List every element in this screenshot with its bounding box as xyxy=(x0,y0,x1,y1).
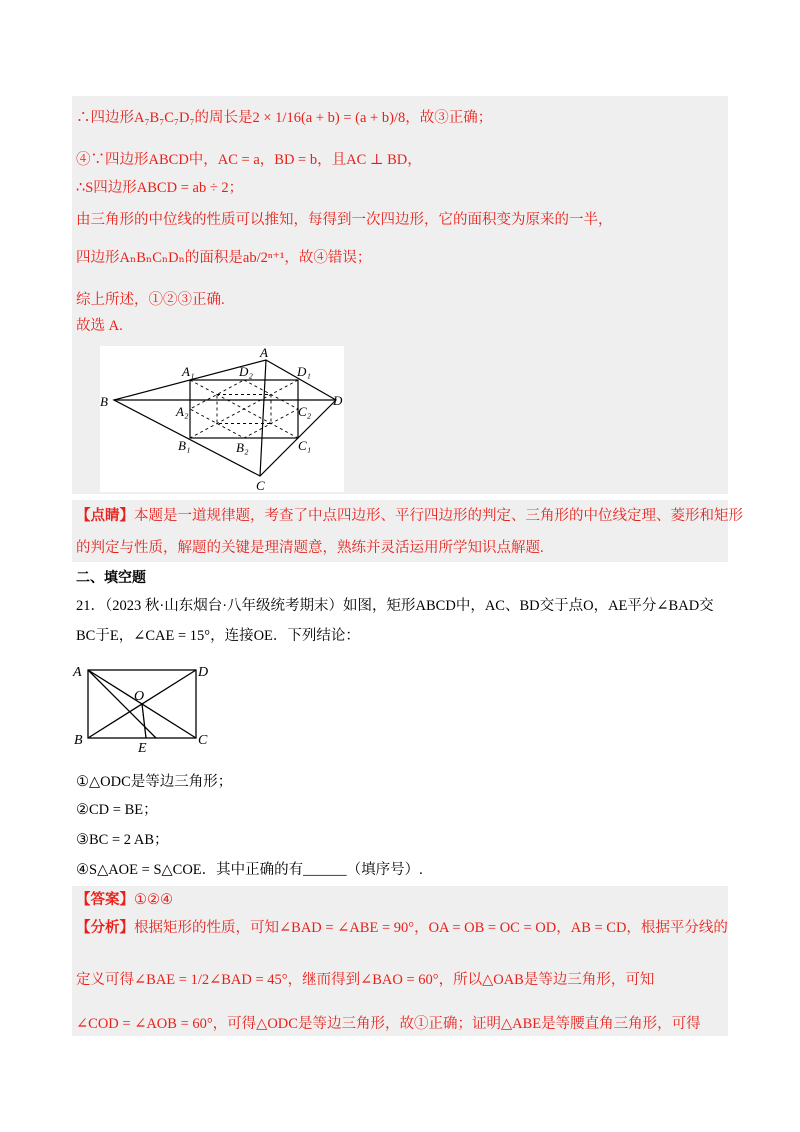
answer-line xyxy=(76,890,173,910)
conclusion-4: ④S△AOE = S△COE．其中正确的有______（填序号）. xyxy=(76,862,423,878)
quadrilateral-svg xyxy=(100,346,344,492)
solution-line-2: ④∵四边形ABCD中，AC = a，BD = b，且AC ⊥ BD， xyxy=(76,152,422,168)
fig1-label-a1: A₁ xyxy=(182,364,195,379)
solution-line-3: ∴S四边形ABCD = ab ÷ 2； xyxy=(76,180,244,196)
question-line-2: BC于E，∠CAE = 15°，连接OE．下列结论： xyxy=(76,628,360,644)
fig1-label-b2: B₂ xyxy=(236,440,249,455)
solution-line-6: 综上所述，①②③正确. xyxy=(76,292,225,308)
fig1-label-a: A xyxy=(260,346,268,360)
solution-line-4: 由三角形的中位线的性质可以推知，每得到一次四边形，它的面积变为原来的一半， xyxy=(76,212,613,228)
fig1-label-a2: A₂ xyxy=(176,404,189,419)
comment-tag: 【点睛】 xyxy=(76,508,134,524)
comment-line-2: 的判定与性质，解题的关键是理清题意，熟练并灵活运用所学知识点解题. xyxy=(76,540,544,556)
fig1-label-b: B xyxy=(100,394,108,409)
conclusion-1: ①△ODC是等边三角形； xyxy=(76,774,233,790)
comment-text-1: 本题是一道规律题，考查了中点四边形、平行四边形的判定、三角形的中位线定理、菱形和矩形 xyxy=(134,508,743,524)
fig1-label-c: C xyxy=(256,478,265,492)
fig1-label-c2: C₂ xyxy=(298,404,312,419)
fig1-label-c1: C₁ xyxy=(298,438,312,453)
fig2-label-e: E xyxy=(138,741,147,756)
quadrilateral-figure xyxy=(100,346,344,492)
analysis-text-1: 根据矩形的性质，可知∠BAD = ∠ABE = 90°，OA = OB = OC = OD，AB = CD，根据平分线的 xyxy=(134,920,728,936)
answer-tag: 【答案】 xyxy=(76,892,134,908)
answer-text: ①②④ xyxy=(134,892,173,908)
question-line-1: 21．（2023 秋·山东烟台·八年级统考期末）如图，矩形ABCD中，AC、BD交于点O，AE平分∠BAD交 xyxy=(76,598,714,614)
solution-line-5: 四边形AₙBₙCₙDₙ的面积是ab/2ⁿ⁺¹，故④错误； xyxy=(76,250,372,266)
analysis-tag: 【分析】 xyxy=(76,920,134,936)
rectangle-svg xyxy=(70,660,220,756)
conclusion-2: ②CD = BE； xyxy=(76,802,158,818)
analysis-line-2: 定义可得∠BAE = 1/2∠BAD = 45°，继而得到∠BAO = 60°，所以△OAB是等边三角形，可知 xyxy=(76,972,655,988)
fig1-label-d1: D₁ xyxy=(297,364,311,379)
fig2-label-b: B xyxy=(74,733,83,748)
fig2-label-o: O xyxy=(134,689,145,704)
analysis-line-3: ∠COD = ∠AOB = 60°，可得△ODC是等边三角形，故①正确；证明△ABE是等腰直角三角形，可得 xyxy=(76,1016,701,1032)
solution-line-1: ∴四边形A₇B₇C₇D₇的周长是2 × 1/16(a + b) = (a + b)/8，故③正确； xyxy=(76,110,493,126)
comment-line-1 xyxy=(76,506,743,526)
section-title: 二、填空题 xyxy=(76,570,146,586)
fig1-label-b1: B₁ xyxy=(178,438,191,453)
fig2-label-d: D xyxy=(198,665,209,680)
conclusion-3: ③BC = 2 AB； xyxy=(76,832,169,848)
solution-line-7: 故选 A. xyxy=(76,318,123,334)
fig2-label-c: C xyxy=(198,733,208,748)
fig1-label-d: D xyxy=(333,393,343,408)
fig2-label-a: A xyxy=(73,665,82,680)
analysis-line-1 xyxy=(76,918,728,938)
rectangle-figure xyxy=(70,660,220,756)
fig1-label-d2: D₂ xyxy=(239,364,253,379)
